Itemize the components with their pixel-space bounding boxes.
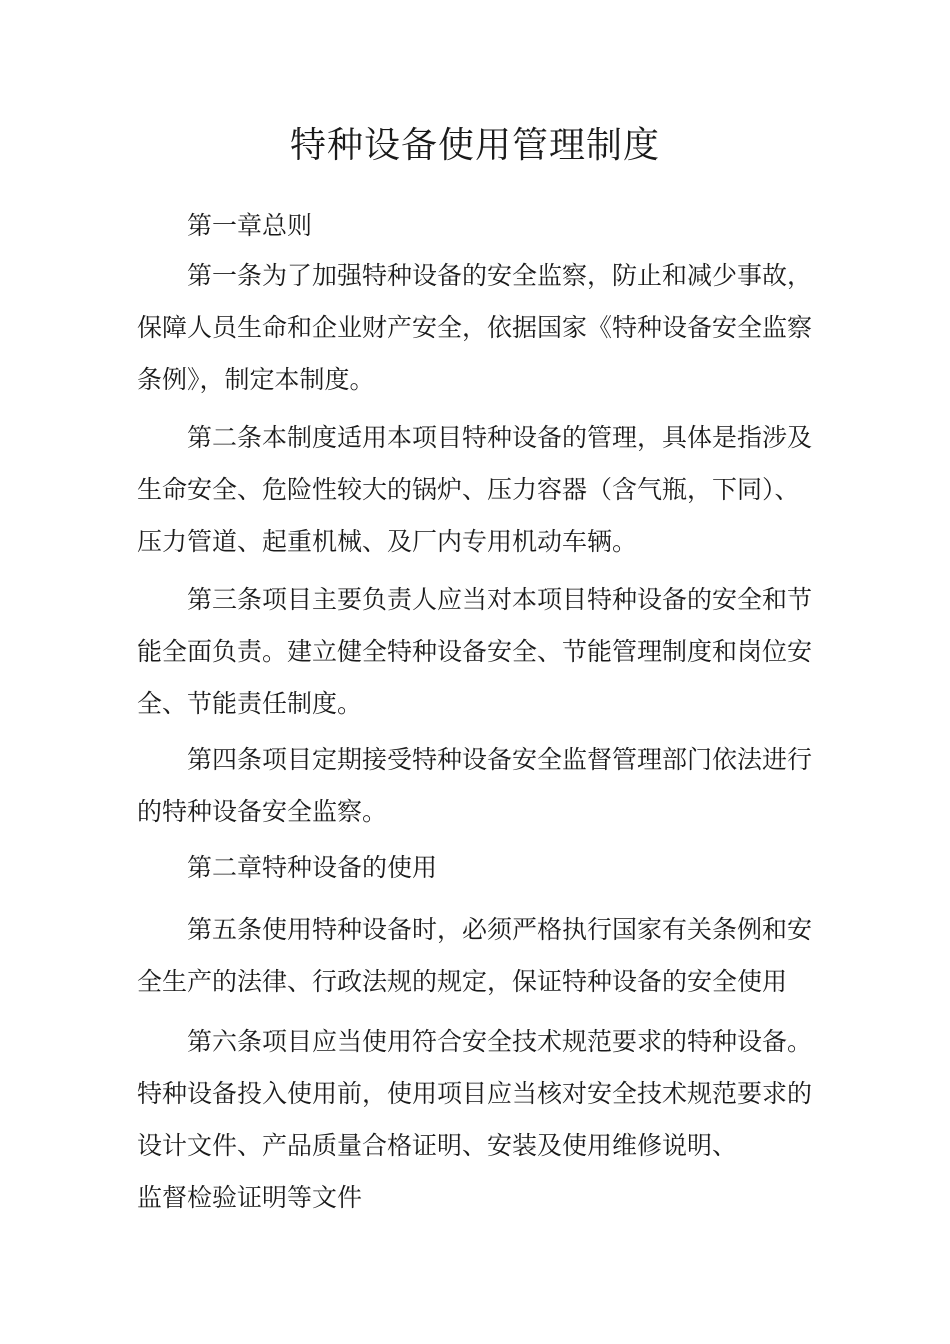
chapter-1-heading: [137, 200, 829, 252]
article-4-line-2: 的特种设备安全监察。: [137, 797, 388, 826]
article-6-line-3: 设计文件、产品质量合格证明、安装及使用维修说明、: [137, 1131, 738, 1160]
article-6-line-2: 特种设备投入使用前，使用项目应当核对安全技术规范要求的: [137, 1079, 813, 1108]
article-1: [137, 250, 829, 406]
article-1-line-3: 条例》，制定本制度。: [137, 365, 375, 394]
article-5-line-2: 全生产的法律、行政法规的规定，保证特种设备的安全使用: [137, 967, 788, 996]
article-5-line-1: 第五条使用特种设备时，必须严格执行国家有关条例和安: [187, 915, 813, 944]
article-1-line-1: 第一条为了加强特种设备的安全监察，防止和减少事故，: [187, 261, 813, 290]
article-6: [137, 1016, 829, 1224]
article-1-line-2: 保障人员生命和企业财产安全，依据国家《特种设备安全监察: [137, 313, 813, 342]
article-2-line-1: 第二条本制度适用本项目特种设备的管理，具体是指涉及: [187, 423, 813, 452]
article-3-line-1: 第三条项目主要负责人应当对本项目特种设备的安全和节: [187, 585, 813, 614]
article-6-line-4: 监督检验证明等文件: [137, 1183, 363, 1212]
article-2-line-3: 压力管道、起重机械、及厂内专用机动车辆。: [137, 527, 638, 556]
article-3: [137, 574, 829, 730]
article-2: [137, 412, 829, 568]
article-3-line-3: 全、节能责任制度。: [137, 689, 363, 718]
article-3-line-2: 能全面负责。建立健全特种设备安全、节能管理制度和岗位安: [137, 637, 813, 666]
article-4: [137, 734, 829, 838]
article-2-line-2: 生命安全、危险性较大的锅炉、压力容器（含气瓶，下同）、: [137, 475, 800, 504]
chapter-2-text: 第二章特种设备的使用: [187, 853, 438, 882]
article-5: [137, 904, 829, 1008]
chapter-2-heading: [137, 842, 829, 894]
article-4-line-1: 第四条项目定期接受特种设备安全监督管理部门依法进行: [187, 745, 813, 774]
chapter-1-text: 第一章总则: [187, 211, 313, 240]
document-title: 特种设备使用管理制度: [289, 125, 660, 166]
article-6-line-1: 第六条项目应当使用符合安全技术规范要求的特种设备。: [187, 1027, 813, 1056]
